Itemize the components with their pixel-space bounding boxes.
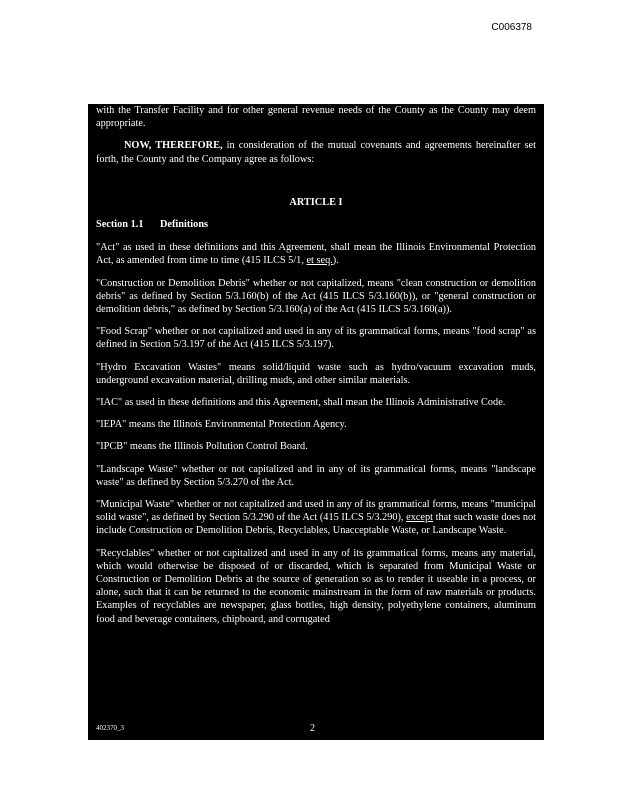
definition-act: "Act" as used in these definitions and this Agreement, shall mean the Illinois Environmental Protection Act, as amended from time to time (415 ILCS 5/1, et seq.). (96, 242, 536, 267)
document-body (96, 104, 536, 635)
document-page (88, 104, 544, 740)
definition-recyclables: "Recyclables" whether or not capitalized and used in any of its grammatical forms, means any material, which would otherwise be disposed of or discarded, which is separated from Municipal Waste or Construction or Demolition Debris at the source of generation so as to render it useable in a process, or alone, such that it can be returned to the economic mainstream in the form of raw materials or products. Examples of recyclables are newspaper, glass bottles, high density, polyethylene containers, aluminum food and beverage containers, chipboard, and corrugated (96, 547, 536, 625)
definition-iac: "IAC" as used in these definitions and this Agreement, shall mean the Illinois Administrative Code. (96, 397, 506, 409)
definition-landscape-waste: "Landscape Waste" whether or not capitalized and in any of its grammatical forms, means "landscape waste" as defined by Section 5/3.270 of the Act. (96, 463, 536, 488)
intro-paragraph (96, 139, 536, 165)
definition-hydro-excavation: "Hydro Excavation Wastes" means solid/liquid waste such as hydro/vacuum excavation muds, underground excavation material, drilling muds, and other similar materials. (96, 361, 536, 386)
definition-ipcb: "IPCB" means the Illinois Pollution Control Board. (96, 441, 308, 453)
section-number: Section 1.1 (96, 219, 144, 231)
section-heading (96, 218, 536, 231)
article-heading: ARTICLE I (289, 196, 343, 208)
continuation-paragraph: with the Transfer Facility and for other general revenue needs of the County as the County may deem appropriate. (96, 105, 536, 130)
definition-iepa: "IEPA" means the Illinois Environmental Protection Agency. (96, 419, 347, 431)
intro-text: in consideration of the mutual covenants and agreements hereinafter set forth, the County and the Company agree as follows: (96, 140, 536, 165)
latin-abbrev: et seq. (306, 255, 333, 267)
footer-document-code: 402370_3 (96, 724, 124, 732)
definition-municipal-waste: "Municipal Waste" whether or not capitalized and used in any of its grammatical forms, means "municipal solid waste", as defined by Section 5/3.290 of the Act (415 ILCS 5/3.290), except that such waste does not include Construction or Demolition Debris, Recyclables, Unacceptable Waste, or Landscape Waste. (96, 499, 536, 537)
definition-construction-debris: "Construction or Demolition Debris" whether or not capitalized, means "clean construction or demolition debris" as defined by Section 5/3.160(b) of the Act (415 ILCS 5/3.160(b)), or "general construction or demolition debris," as defined by Section 5/3.160(a) of the Act (415 ILCS 5/3.160(a)). (96, 277, 536, 316)
document-id-stamp: C006378 (491, 22, 532, 33)
section-title: Definitions (160, 219, 209, 231)
except-emphasis: except (406, 512, 434, 524)
page-number: 2 (310, 723, 315, 734)
intro-bold-lead: NOW, THEREFORE, (124, 140, 223, 152)
definition-food-scrap: "Food Scrap" whether or not capitalized and used in any of its grammatical forms, means "food scrap" as defined in Section 5/3.197 of the Act (415 ILCS 5/3.197). (96, 326, 536, 351)
